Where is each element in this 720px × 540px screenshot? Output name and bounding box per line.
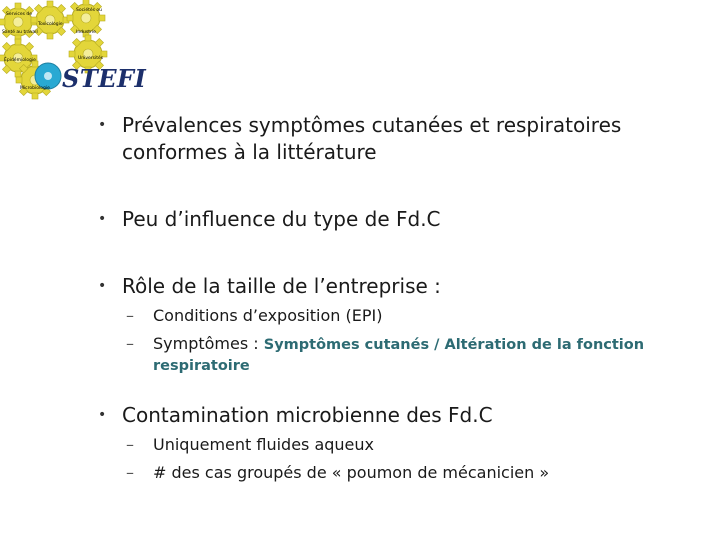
sub-item-text: Uniquement fluides aqueux [153, 435, 375, 454]
stefi-logo [0, 0, 147, 100]
gear-label-1: Services de [6, 12, 33, 17]
gear-label-2: Toxicologie [38, 22, 63, 27]
highlight-text: Symptômes cutanés / Altération de la fonction respiratoire [153, 337, 645, 374]
bullet-type-fdc: • Peu d’influence du type de Fd.C [90, 206, 700, 233]
slide-content [90, 112, 700, 483]
sub-item-conditions [90, 306, 700, 326]
gear-label-4: Sociétés ou [76, 8, 103, 13]
sub-item-text: Symptômes : [153, 334, 264, 353]
sublist-taille [90, 306, 700, 376]
logo-title: STEFI [62, 64, 147, 93]
bullet-taille-entreprise: • Rôle de la taille de l’entreprise : [90, 273, 700, 300]
gear-label-6: Épidémiologie [4, 58, 36, 63]
sub-item-text: # des cas groupés de « poumon de mécanicien » [153, 463, 550, 482]
dash-marker: – [126, 463, 134, 482]
dash-marker: – [126, 306, 134, 325]
dash-marker: – [126, 435, 134, 454]
sub-item-text: Conditions d’exposition (EPI) [153, 306, 383, 325]
gear-label-3: Santé au travail [2, 30, 38, 35]
gear-label-5: Industrie [76, 30, 96, 35]
sub-item-fluides [90, 435, 700, 455]
gear-label-8: Microbiologie [20, 86, 50, 91]
gear-label-7: Universités [78, 56, 104, 61]
dash-marker: – [126, 334, 134, 353]
sublist-contamination [90, 435, 700, 483]
sub-item-symptomes [90, 334, 700, 376]
sub-item-poumon [90, 463, 700, 483]
bullet-prevalences: • Prévalences symptômes cutanées et respiratoires conformes à la littérature [90, 112, 700, 166]
bullet-contamination: • Contamination microbienne des Fd.C [90, 402, 700, 429]
